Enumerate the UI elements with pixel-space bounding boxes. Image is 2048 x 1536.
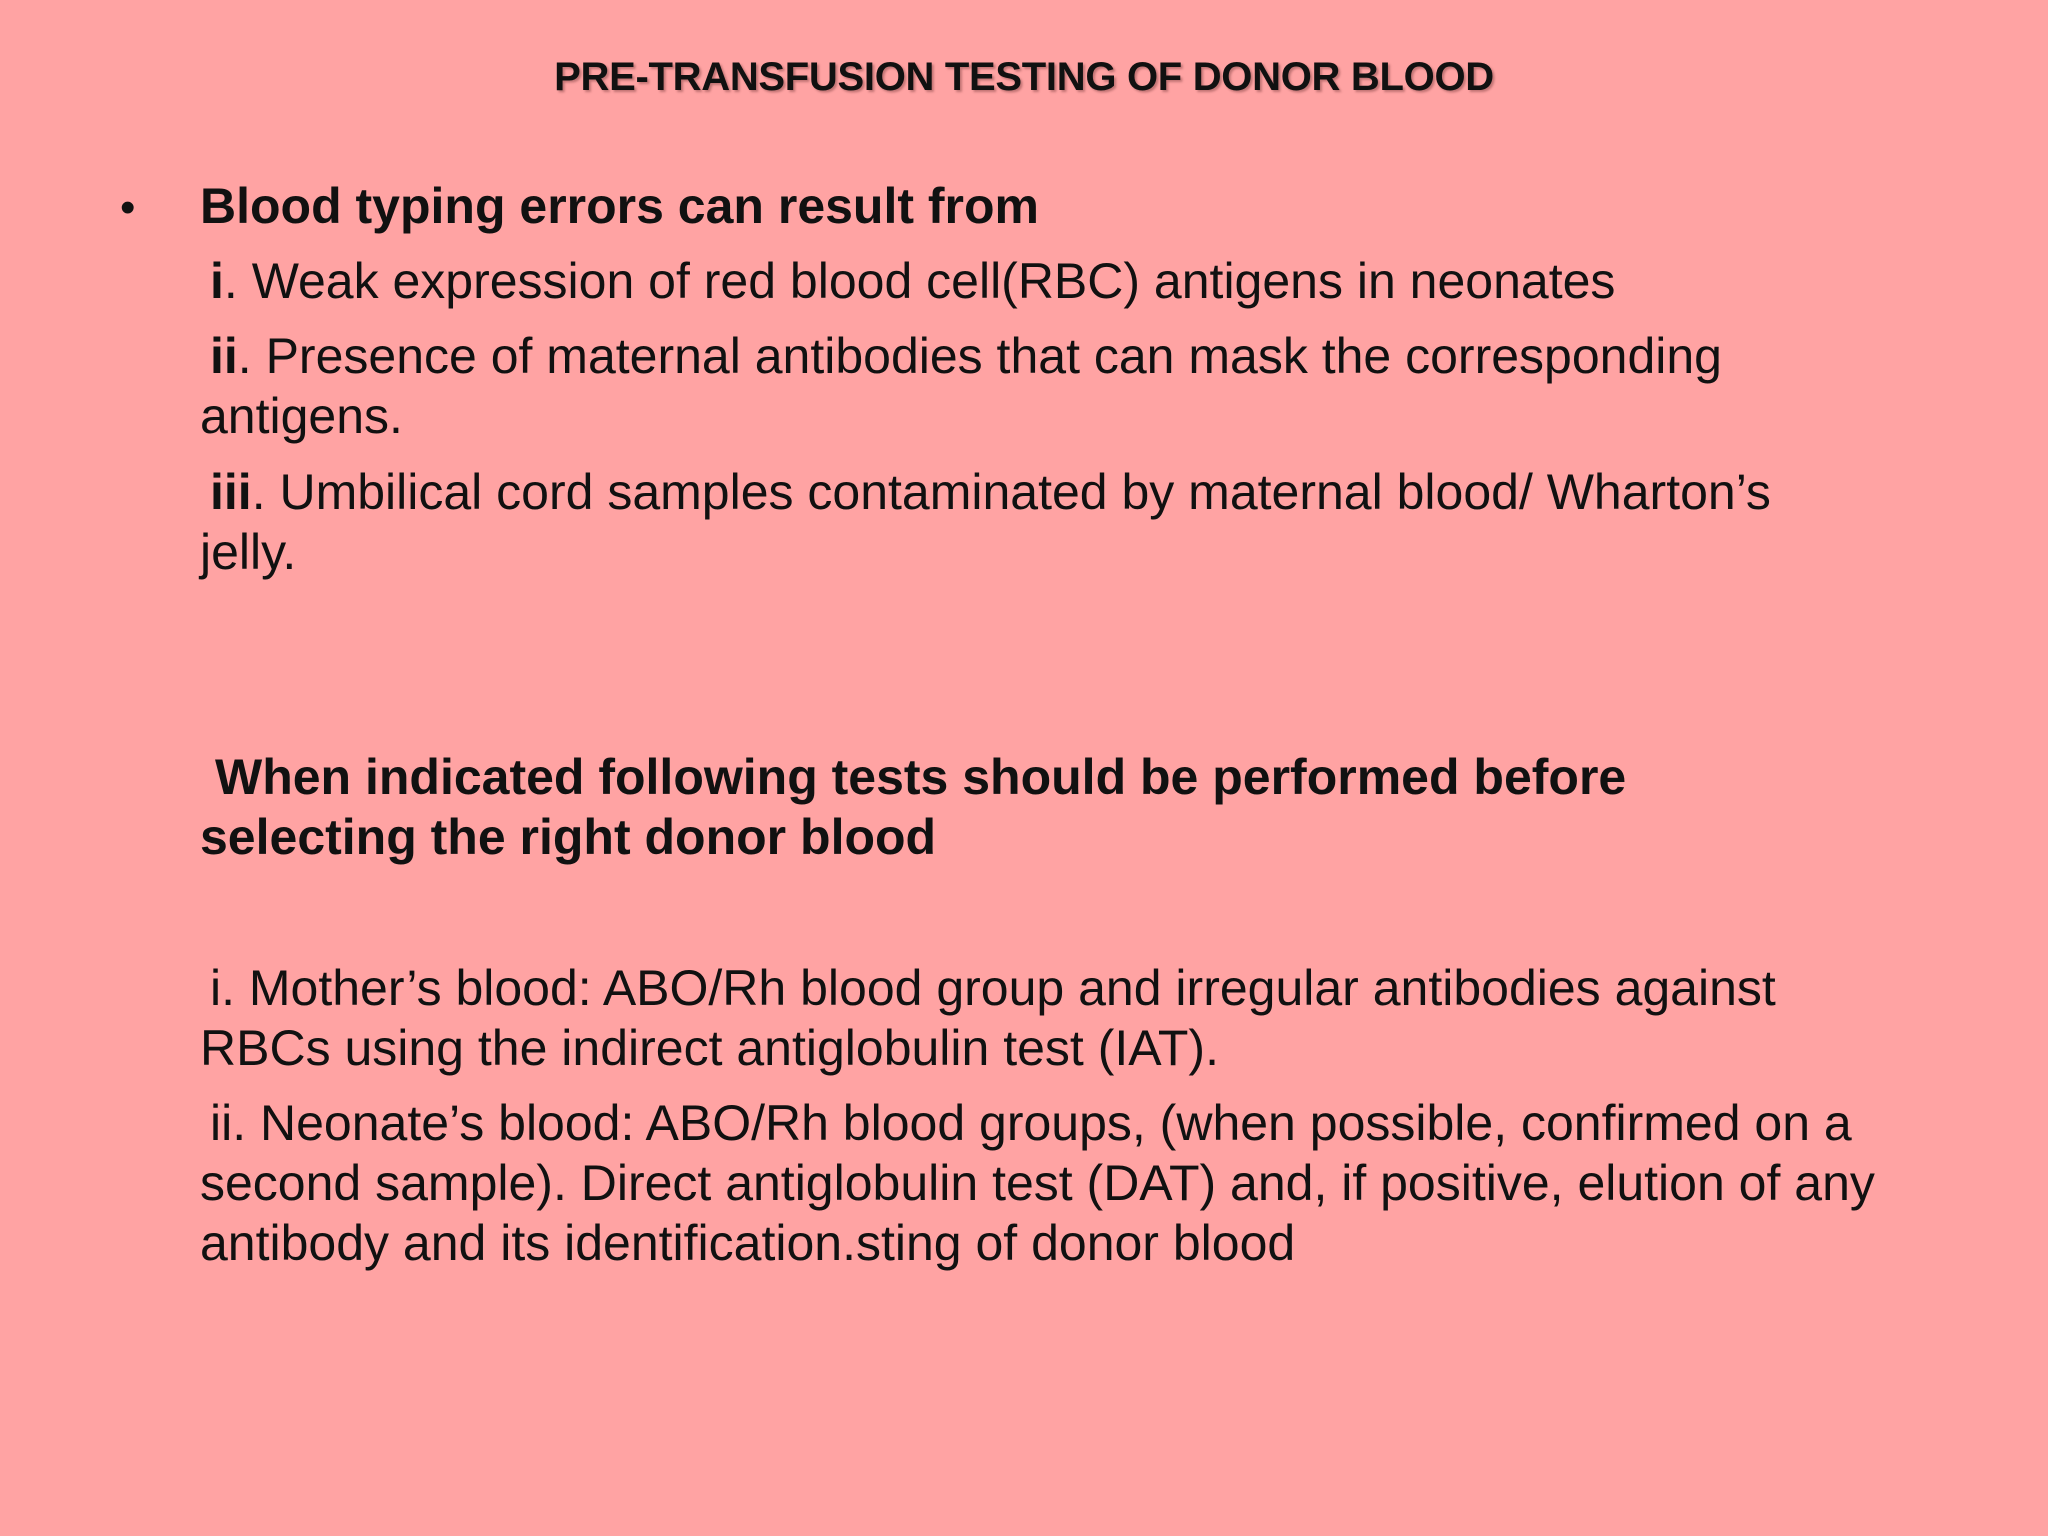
section2-item-1: i. Mother’s blood: ABO/Rh blood group and irregular antibodies against RBCs using the indirect antiglobulin test (IAT). [200,960,1776,1076]
slide-title: PRE-TRANSFUSION TESTING OF DONOR BLOOD [554,55,1494,99]
item-text: . Weak expression of red blood cell(RBC) antigens in neonates [223,253,1616,309]
section1-item-1 [200,251,1840,311]
section2-item-2: ii. Neonate’s blood: ABO/Rh blood groups, (when possible, confirmed on a second sample). Direct antiglobulin test (DAT) and, if positive, elution of any antibody and its identification.sting of donor blood [200,1095,1875,1271]
bullet-marker: • [120,183,136,232]
item-number: iii [210,464,252,520]
section1-heading: Blood typing errors can result from [200,178,1040,234]
section2-heading: When indicated following tests should be performed before selecting the right donor blood [200,749,1627,865]
section1-item-3 [200,462,1840,582]
item-number: ii [210,328,238,384]
item-number: i [210,253,224,309]
item-text: . Umbilical cord samples contaminated by maternal blood/ Wharton’s jelly. [200,464,1771,580]
item-text: . Presence of maternal antibodies that can mask the corresponding antigens. [200,328,1722,444]
section1-item-2 [200,326,1840,446]
